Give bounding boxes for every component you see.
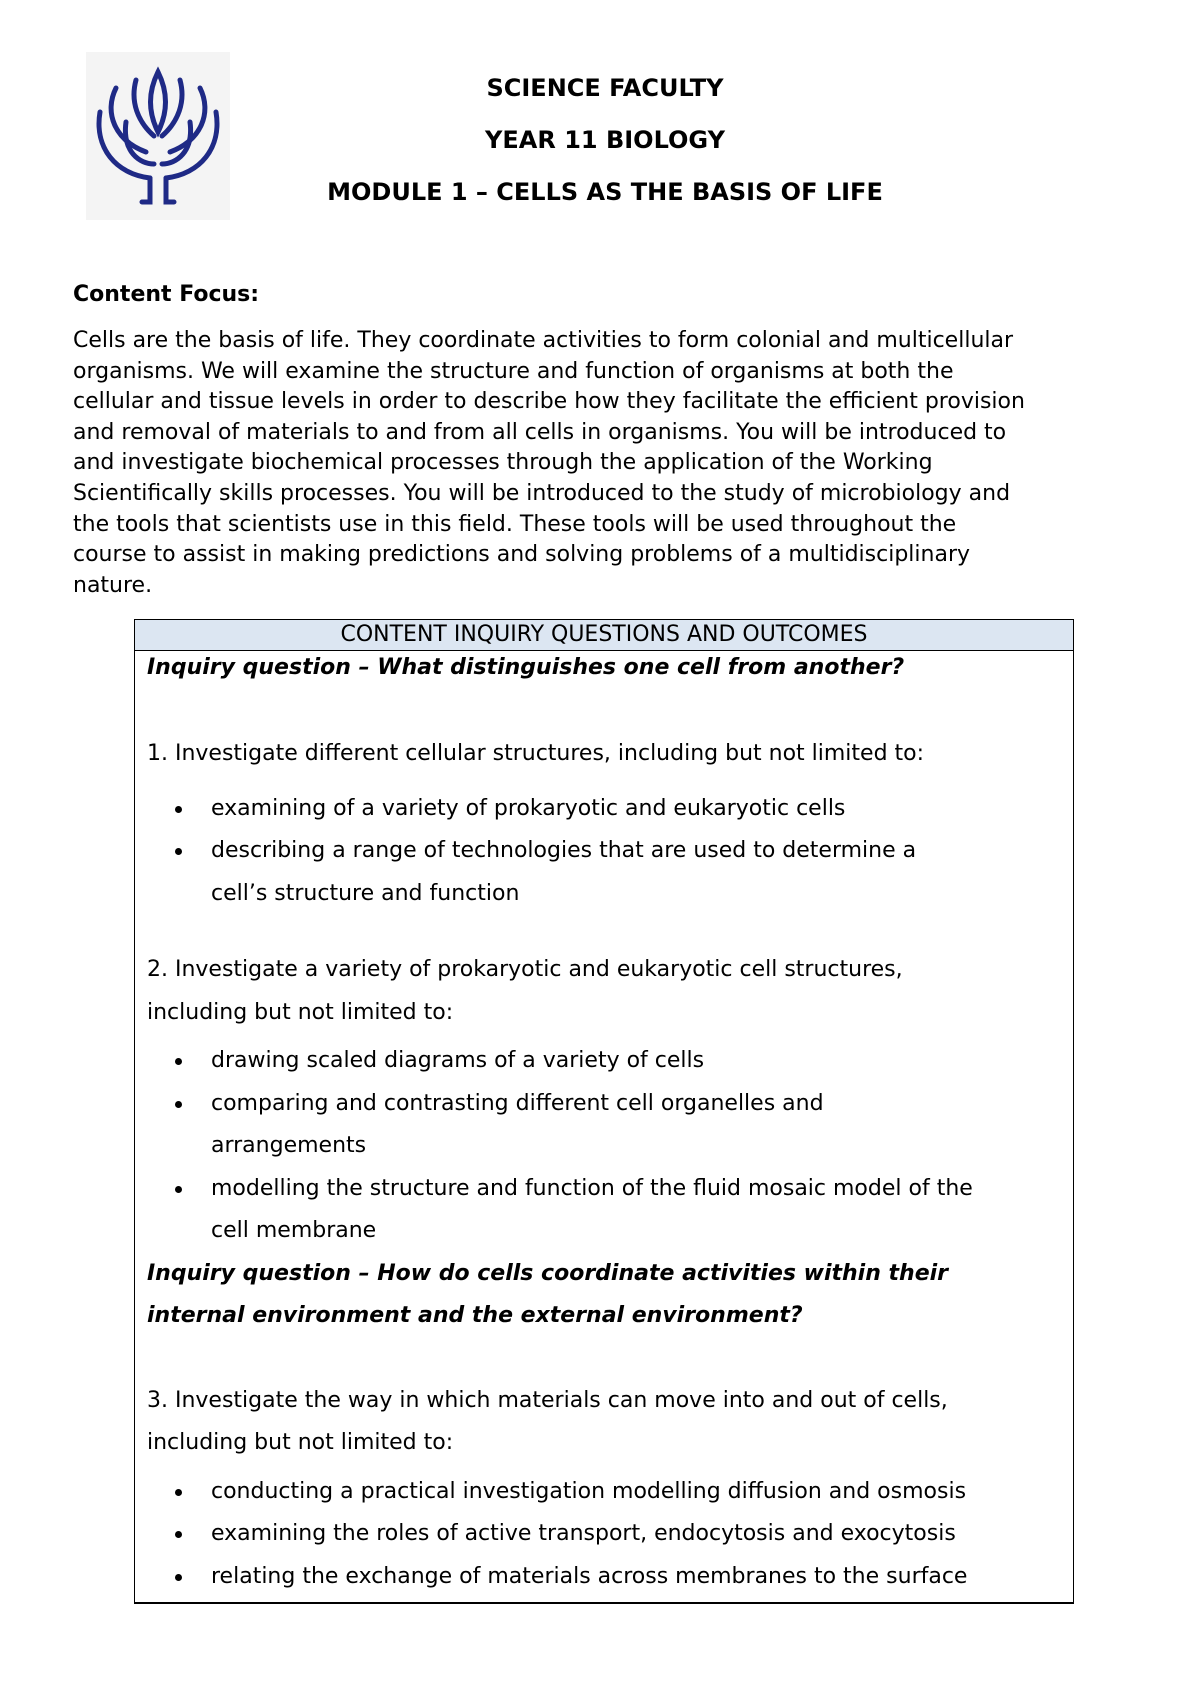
- inquiry-question-1: Inquiry question – What distinguishes one cell from another?: [147, 655, 905, 680]
- list-item: examining the roles of active transport, endocytosis and exocytosis: [147, 1513, 1073, 1556]
- list-item: relating the exchange of materials across membranes to the surface: [147, 1556, 1073, 1599]
- list-item: describing a range of technologies that are used to determine a cell’s structure and function: [147, 830, 1073, 915]
- list-item: examining of a variety of prokaryotic and eukaryotic cells: [147, 788, 1073, 831]
- paragraph-line: and removal of materials to and from all cells in organisms. You will be introduced to: [73, 419, 1007, 445]
- outcome-2-list: [147, 1040, 1073, 1253]
- paragraph-line: Cells are the basis of life. They coordinate activities to form colonial and multicellular: [73, 328, 1014, 353]
- outcome-1-list: [147, 788, 1073, 916]
- inquiry-question-2: Inquiry question – How do cells coordinate activities within their internal environment and the external environment?: [147, 1260, 949, 1328]
- year-heading: YEAR 11 BIOLOGY: [485, 126, 725, 154]
- content-focus-title: Content Focus:: [73, 282, 260, 307]
- faculty-heading: SCIENCE FACULTY: [486, 74, 724, 102]
- paragraph-line: organisms. We will examine the structure and function of organisms at both the: [73, 358, 954, 384]
- paragraph-line: cellular and tissue levels in order to describe how they facilitate the efficient provision: [73, 389, 1025, 415]
- table-cell: [135, 653, 1073, 1598]
- content-focus-paragraph: [73, 326, 1143, 601]
- paragraph-line: Scientifically skills processes. You will be introduced to the study of microbiology and: [73, 480, 1011, 506]
- paragraph-line: course to assist in making predictions and solving problems of a multidisciplinary: [73, 542, 971, 568]
- list-item: drawing scaled diagrams of a variety of cells: [147, 1040, 1073, 1083]
- outcome-1: 1. Investigate different cellular structures, including but not limited to:: [147, 741, 925, 766]
- list-item: comparing and contrasting different cell organelles and arrangements: [147, 1083, 1073, 1168]
- module-heading: MODULE 1 – CELLS AS THE BASIS OF LIFE: [327, 178, 883, 206]
- paragraph-line: nature.: [73, 572, 153, 598]
- school-crest-logo: [86, 52, 230, 220]
- outcome-2: 2. Investigate a variety of prokaryotic and eukaryotic cell structures, including but not limited to:: [147, 957, 903, 1025]
- outcomes-table: [134, 619, 1074, 1604]
- list-item: conducting a practical investigation modelling diffusion and osmosis: [147, 1471, 1073, 1514]
- outcome-3-list: [147, 1471, 1073, 1599]
- outcome-3: 3. Investigate the way in which materials can move into and out of cells, including but not limited to:: [147, 1387, 948, 1455]
- paragraph-line: and investigate biochemical processes through the application of the Working: [73, 450, 933, 476]
- paragraph-line: the tools that scientists use in this field. These tools will be used throughout the: [73, 511, 957, 537]
- table-header: CONTENT INQUIRY QUESTIONS AND OUTCOMES: [135, 620, 1073, 651]
- list-item: modelling the structure and function of the fluid mosaic model of the cell membrane: [147, 1168, 1073, 1253]
